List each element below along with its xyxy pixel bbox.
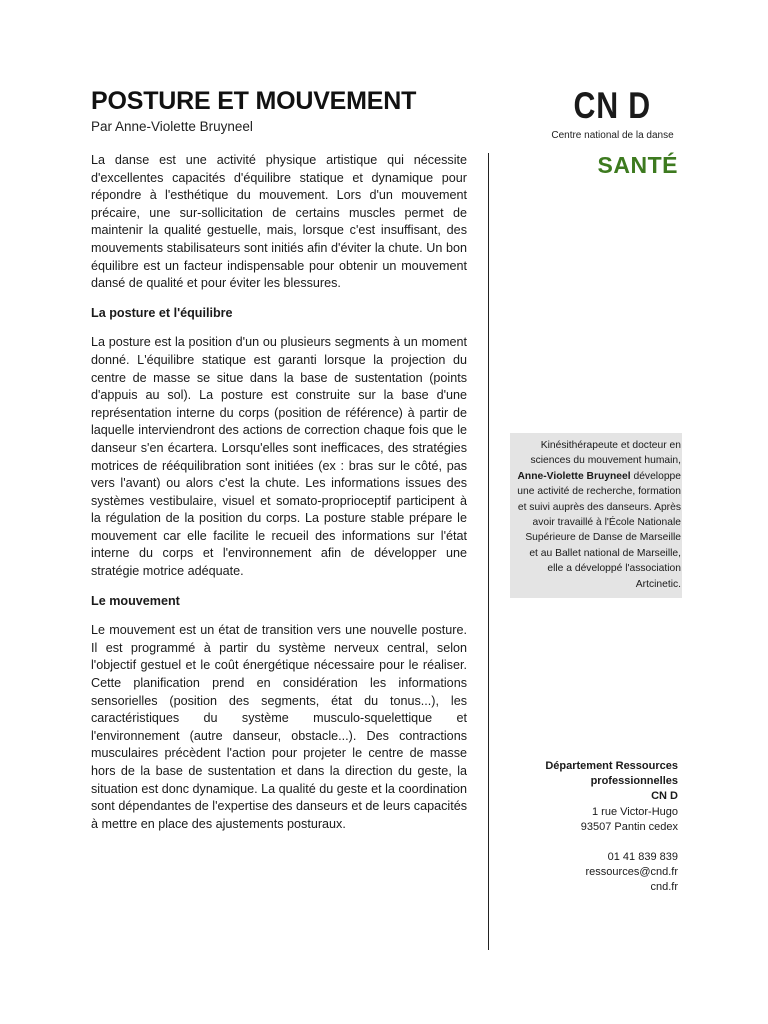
- bio-author-name: Anne-Violette Bruyneel: [517, 470, 631, 482]
- contact-website[interactable]: cnd.fr: [650, 881, 678, 894]
- contact-department-line2: professionnelles: [590, 775, 678, 788]
- bio-text-start: Kinésithérapeute et docteur en sciences du mouvement humain,: [530, 440, 681, 467]
- section-heading-movement: Le mouvement: [91, 593, 180, 608]
- author-bio: [510, 433, 682, 598]
- contact-block: [478, 759, 678, 896]
- contact-city: 93507 Pantin cedex: [580, 820, 678, 833]
- section-heading-posture: La posture et l'équilibre: [91, 305, 233, 320]
- logo-mark: CN D: [573, 85, 652, 126]
- contact-phone: 01 41 839 839: [607, 851, 678, 864]
- document-title: POSTURE ET MOUVEMENT: [91, 87, 417, 115]
- cnd-logo: [545, 86, 680, 142]
- contact-organization: CN D: [651, 790, 678, 803]
- contact-spacer: [478, 835, 678, 850]
- posture-paragraph: La posture est la position d'un ou plusieurs segments à un moment donné. L'équilibre statique est garanti lorsque la projection du centre de masse se situe dans la base de sustentation (points d'appuis au sol). La posture est construite sur la base d'une représentation interne du corps (position de référence) à partir de laquelle interviendront des actions de correction chaque fois que le danseur s'en écartera. Lorsqu'elles sont inefficaces, des stratégies motrices de rééquilibration sont initiées (ex : bras sur le côté, pas vers l'avant) ou alors c'est la chute. Les informations issues des systèmes vestibulaire, visuel et somato-proprioceptif participent à la régulation de la position du corps. La posture stable prépare le mouvement car elle facilite le recueil des informations sur l'état interne du corps et l'environnement afin de développer une stratégie motrice adéquate.: [91, 335, 467, 579]
- article: [91, 86, 467, 845]
- intro-paragraph: La danse est une activité physique artistique qui nécessite d'excellentes capacités d'équilibre statique et dynamique pour répondre à l'esthétique du mouvement. Lors d'un mouvement précaire, une sur-sollicitation de certains muscles permet de maintenir la qualité gestuelle, mais, lorsque c'est insuffisant, des mouvements stabilisateurs sont initiés afin d'éviter la chute. Un bon équilibre est un facteur indispensable pour obtenir un mouvement dansé de qualité et pour éviter les blessures.: [91, 153, 467, 291]
- contact-street: 1 rue Victor-Hugo: [591, 805, 678, 818]
- contact-email[interactable]: ressources@cnd.fr: [585, 866, 678, 879]
- author-byline: Par Anne-Violette Bruyneel: [91, 119, 253, 134]
- logo-subtitle: Centre national de la danse: [551, 130, 674, 141]
- contact-department-line1: Département Ressources: [545, 760, 678, 772]
- article-body: [91, 152, 467, 833]
- movement-paragraph: Le mouvement est un état de transition vers une nouvelle posture. Il est programmé à partir du système nerveux central, selon l'objectif gestuel et le coût énergétique nécessaire pour le réaliser. Cette planification prend en considération les informations sensorielles (position des segments, état du tonus...), les caractéristiques du système musculo-squelettique et l'environnement (autre danseur, obstacle...). Des contractions musculaires précèdent l'action pour projeter le centre de masse hors de la base de sustentation et dans la direction du geste, la situation est donc dynamique. La qualité du geste et la coordination sont dépendantes de l'expertise des danseurs et de leurs capacités à mettre en place des ajustements posturaux.: [91, 623, 467, 831]
- section-label: SANTÉ: [597, 152, 678, 178]
- bio-text-end: développe une activité de recherche, formation et suivi auprès des danseurs. Après avoir travaillé à l'École Nationale Supérieure de Danse de Marseille et au Ballet national de Marseille, elle a développé l'association Artcinetic.: [517, 470, 681, 590]
